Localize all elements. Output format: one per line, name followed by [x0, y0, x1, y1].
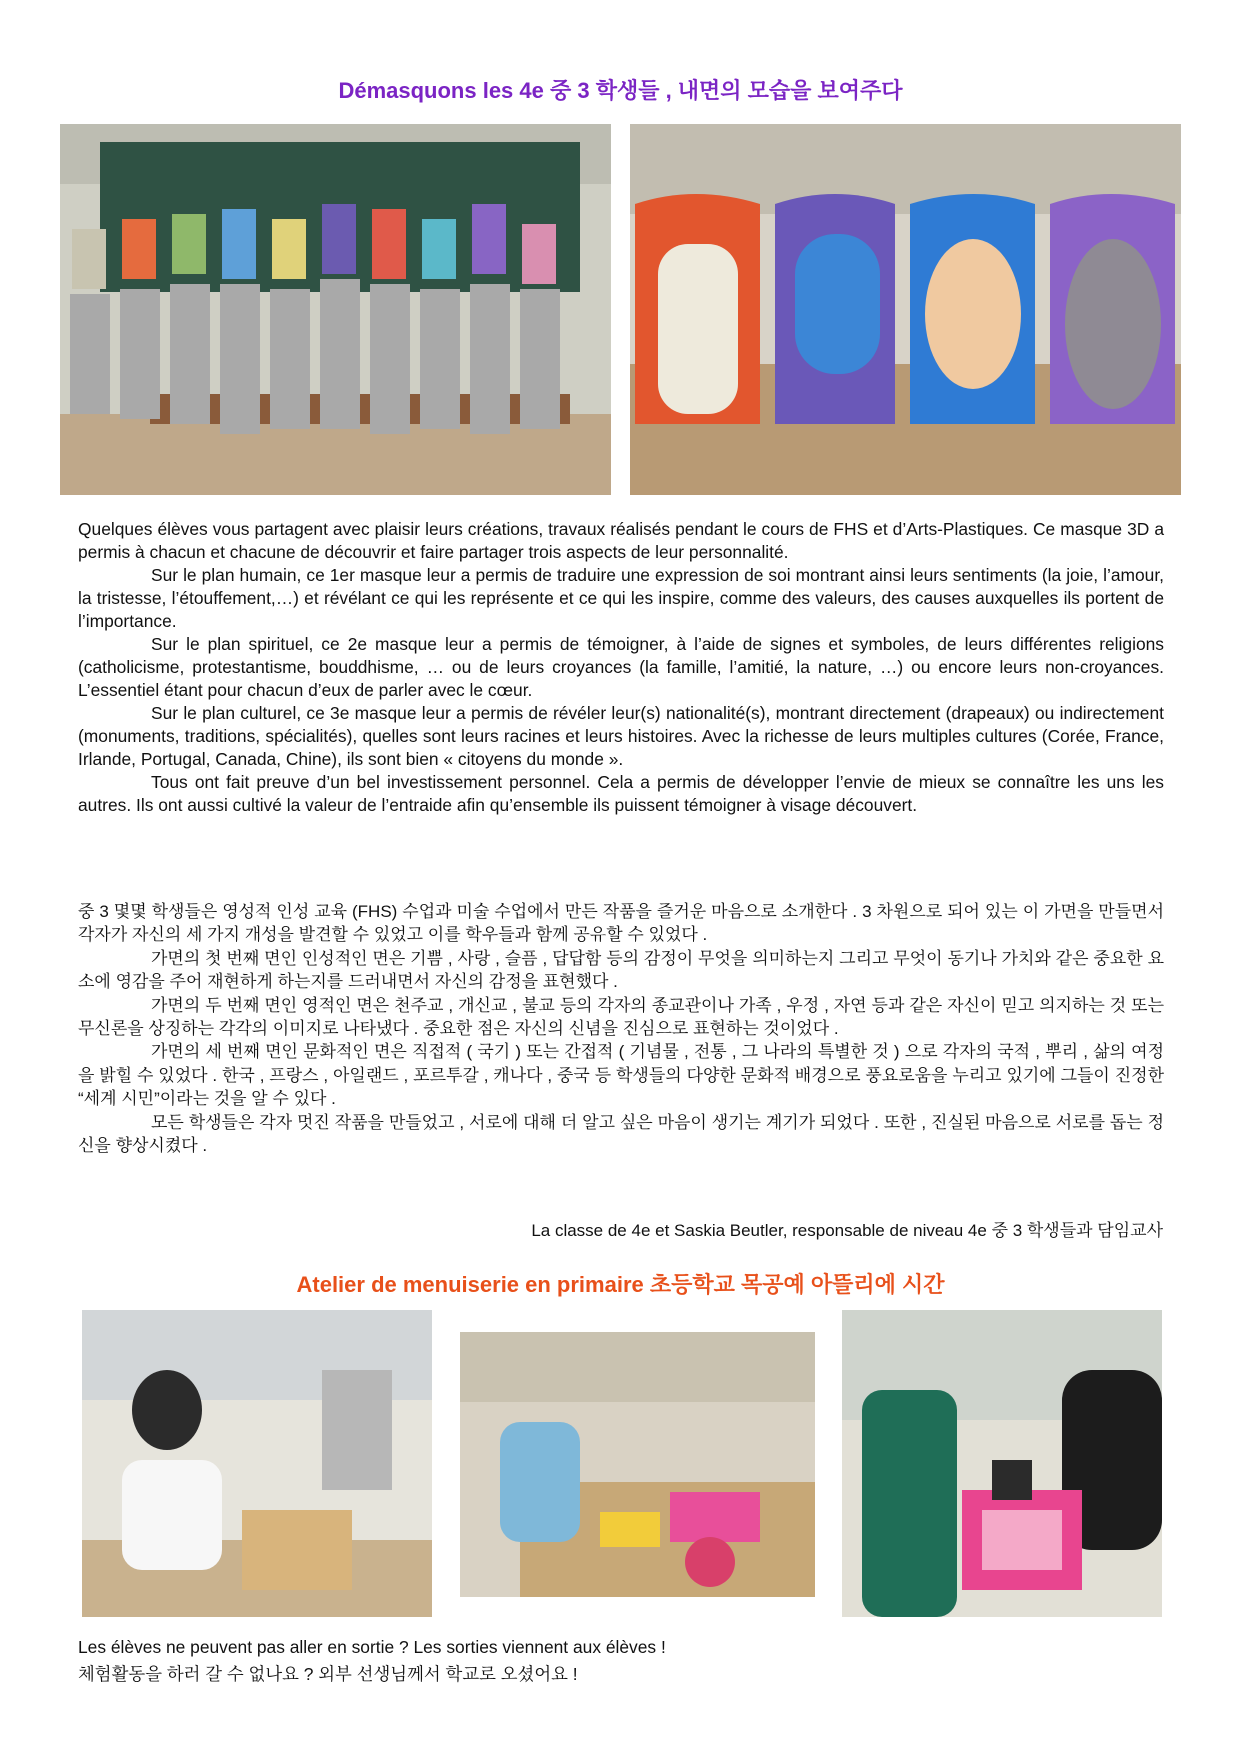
ko-paragraph: 중 3 몇몇 학생들은 영성적 인성 교육 (FHS) 수업과 미술 수업에서 만든 작품을 즐거운 마음으로 소개한다 . 3 차원으로 되어 있는 이 가면을 만들면서 각자가 자신의 세 가지 개성을 발견할 수 있었고 이를 학우들과 함께 공유할 수 있었다 . [78, 902, 1164, 945]
closing-french: Les élèves ne peuvent pas aller en sortie ? Les sorties viennent aux élèves ! [78, 1637, 666, 1657]
korean-article-text [78, 900, 1164, 1157]
boy-hammering-wooden-box-photo [82, 1310, 432, 1617]
ko-paragraph: 가면의 세 번째 면인 문화적인 면은 직접적 ( 국기 ) 또는 간접적 ( 기념물 , 전통 , 그 나라의 특별한 것 ) 으로 각자의 국적 , 뿌리 , 삶의 여정을 밝힐 수 있었다 . 한국 , 프랑스 , 아일랜드 , 포르투갈 , 캐나다 , 중국 등 학생들의 다양한 문화적 배경으로 풍요로움을 누리고 있기에 그들이 진정한 “세계 시민”이라는 것을 알 수 있다 . [78, 1042, 1164, 1109]
fr-paragraph: Sur le plan culturel, ce 3e masque leur a permis de révéler leur(s) nationalité(s), montrant directement (drapeaux) ou indirectement (monuments, traditions, spécialités), quelles sont leurs racines et leurs histoires. Avec la richesse de leurs multiples cultures (Corée, France, Irlande, Portugal, Canada, Chine), ils sont bien « citoyens du monde ». [78, 703, 1164, 769]
four-masks-on-table-photo [630, 124, 1181, 495]
fr-paragraph: Quelques élèves vous partagent avec plaisir leurs créations, travaux réalisés pendant le cours de FHS et d’Arts-Plastiques. Ce masque 3D a permis à chacun et chacune de découvrir et faire partager trois aspects de leur personnalité. [78, 519, 1164, 562]
article-signature: La classe de 4e et Saskia Beutler, responsable de niveau 4e 중 3 학생들과 담임교사 [531, 1221, 1163, 1240]
section-title-woodworking: Atelier de menuiserie en primaire 초등학교 목공예 아뜰리에 시간 [296, 1272, 945, 1297]
ko-paragraph: 모든 학생들은 각자 멋진 작품을 만들었고 , 서로에 대해 더 알고 싶은 마음이 생기는 계기가 되었다 . 또한 , 진실된 마음으로 서로를 돕는 정신을 향상시켰다 . [78, 1112, 1164, 1156]
fr-paragraph: Tous ont fait preuve d’un bel investissement personnel. Cela a permis de développer l’envie de mieux se connaître les uns les autres. Ils ont aussi cultivé la valeur de l’entraide afin qu’ensemble ils puissent témoigner à visage découvert. [78, 772, 1164, 815]
girls-drilling-pink-box-photo [842, 1310, 1162, 1617]
section-title-masks: Démasquons les 4e 중 3 학생들 , 내면의 모습을 보여주다 [338, 78, 903, 103]
closing-korean: 체험활동을 하러 갈 수 없나요 ? 외부 선생님께서 학교로 오셨어요 ! [78, 1664, 578, 1684]
french-article-text [78, 518, 1164, 817]
ko-paragraph: 가면의 두 번째 면인 영적인 면은 천주교 , 개신교 , 불교 등의 각자의 종교관이나 가족 , 우정 , 자연 등과 같은 자신이 믿고 의지하는 것 또는 무신론을 상징하는 각각의 이미지로 나타냈다 . 중요한 점은 자신의 신념을 진심으로 표현하는 것이었다 . [78, 995, 1164, 1039]
children-at-craft-table-photo [460, 1332, 815, 1597]
students-wearing-masks-photo [60, 124, 611, 495]
fr-paragraph: Sur le plan spirituel, ce 2e masque leur a permis de témoigner, à l’aide de signes et symboles, de leurs différentes religions (catholicisme, protestantisme, bouddhisme, … ou de leurs croyances (la famille, l’amitié, la nature, …) ou encore leurs non-croyances. L’essentiel étant pour chacun d’eux de parler avec le cœur. [78, 634, 1164, 700]
ko-paragraph: 가면의 첫 번째 면인 인성적인 면은 기쁨 , 사랑 , 슬픔 , 답답함 등의 감정이 무엇을 의미하는지 그리고 무엇이 동기나 가치와 같은 중요한 요소에 영감을 주어 재현하게 하는지를 드러내면서 자신의 감정을 표현했다 . [78, 948, 1164, 992]
fr-paragraph: Sur le plan humain, ce 1er masque leur a permis de traduire une expression de soi montrant ainsi leurs sentiments (la joie, l’amour, la tristesse, l’étouffement,…) et révélant ce qui les représente et ce qui les inspire, comme des valeurs, des causes auxquelles ils portent de l’importance. [78, 565, 1164, 631]
closing-text [78, 1634, 666, 1688]
